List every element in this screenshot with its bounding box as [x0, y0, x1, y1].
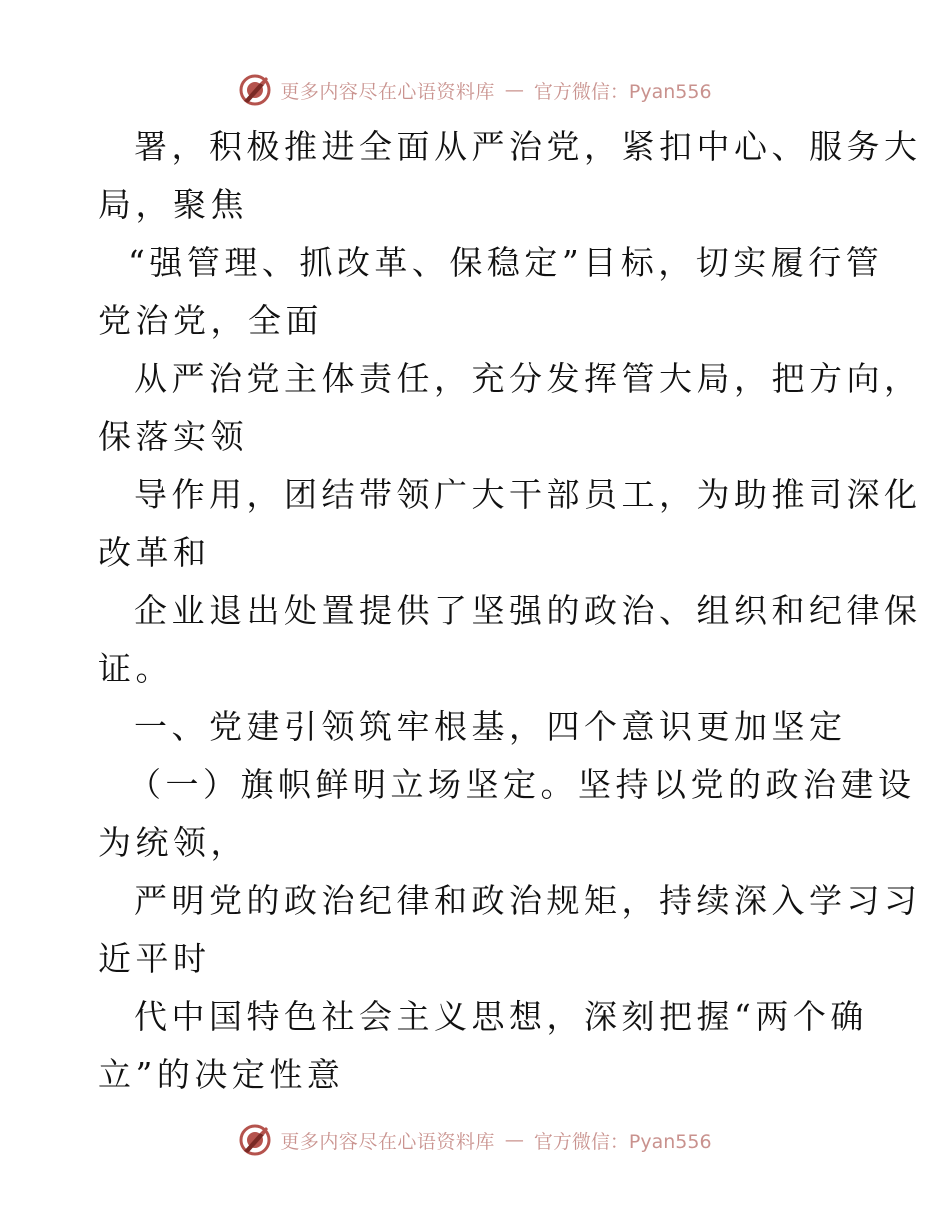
header-banner: [0, 70, 950, 110]
body-line: 署，积极推进全面从严治党，紧扣中心、服务大: [134, 127, 922, 166]
footer-separator: —: [504, 1129, 524, 1151]
body-line: 为统领，: [98, 823, 248, 862]
subsection-line: （一）旗帜鲜明立场坚定。坚持以党的政治建设: [128, 765, 916, 804]
header-separator: —: [504, 79, 524, 101]
body-line: 改革和: [98, 533, 211, 572]
pen-seal-logo-icon: [238, 73, 272, 107]
body-line: 立”的决定性意: [98, 1055, 345, 1094]
body-line: 局，聚焦: [98, 185, 248, 224]
body-line: 党治党，全面: [98, 301, 323, 340]
body-line: 保落实领: [98, 417, 248, 456]
body-line: 严明党的政治纪律和政治规矩，持续深入学习习: [134, 881, 922, 920]
body-line: 从严治党主体责任，充分发挥管大局，把方向，: [134, 359, 922, 398]
body-line: 导作用，团结带领广大干部员工，为助推司深化: [134, 475, 922, 514]
body-line: “强管理、抓改革、保稳定”目标，切实履行管: [128, 243, 884, 282]
section-heading: 一、党建引领筑牢根基，四个意识更加坚定: [134, 707, 847, 746]
pen-seal-logo-icon: [238, 1123, 272, 1157]
document-body: [98, 118, 922, 1104]
body-line: 代中国特色社会主义思想，深刻把握“两个确: [134, 997, 868, 1036]
body-line: 近平时: [98, 939, 211, 978]
body-line: 证。: [98, 649, 173, 688]
body-line: 企业退出处置提供了坚强的政治、组织和纪律保: [134, 591, 922, 630]
header-banner-text: 更多内容尽在心语资料库: [280, 80, 495, 103]
footer-banner-text: 更多内容尽在心语资料库: [280, 1130, 495, 1153]
header-wechat: 官方微信：Pyan556: [533, 80, 712, 103]
footer-banner: [0, 1120, 950, 1160]
footer-wechat: 官方微信：Pyan556: [533, 1130, 712, 1153]
